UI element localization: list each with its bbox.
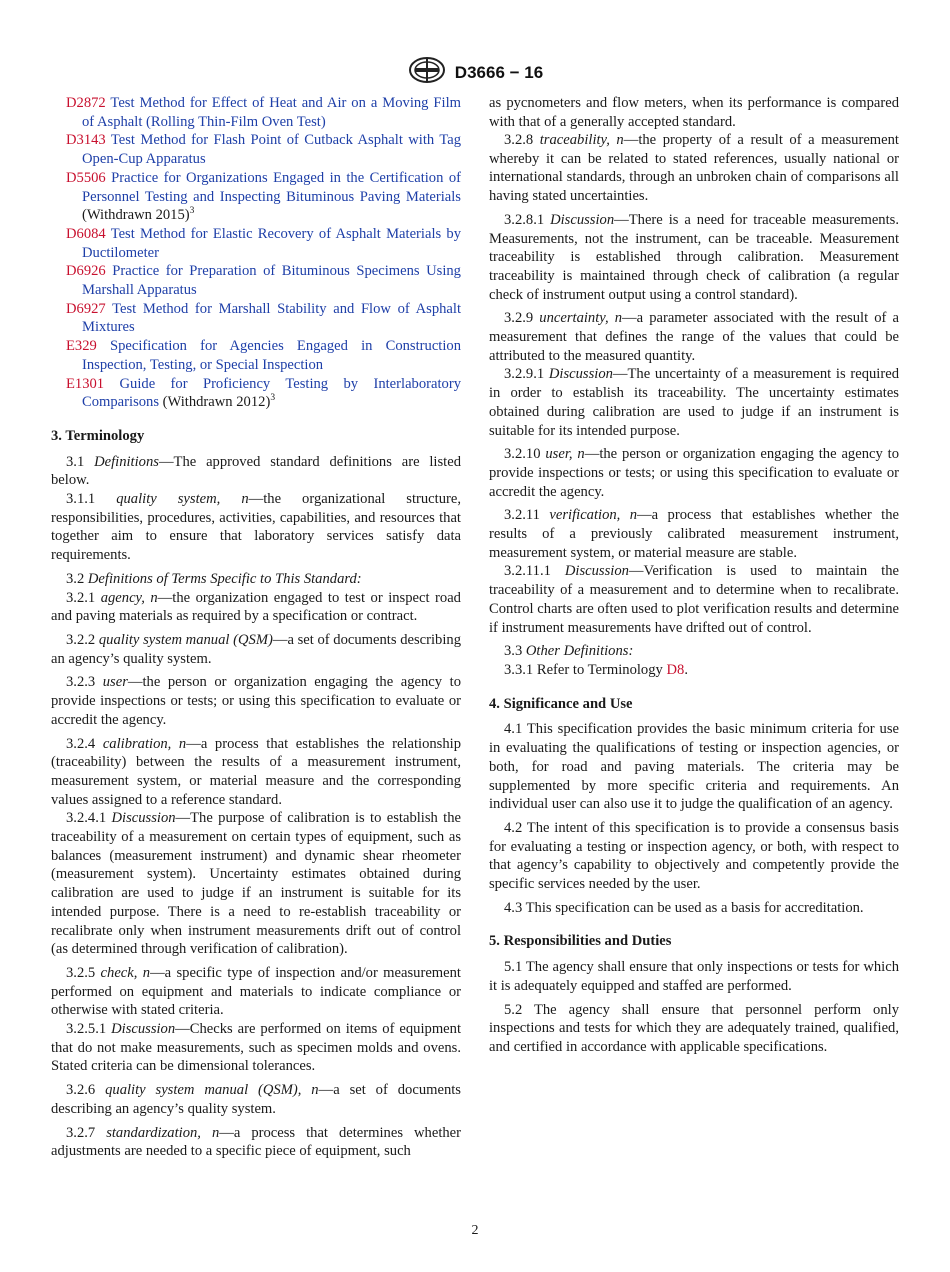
- paragraph-5-2: 5.2 The agency shall ensure that personnel perform only inspections and tests for which they are adequately trained, qualified, and certified in accordance with applicable specifications.: [489, 1001, 899, 1055]
- reference-item: [51, 225, 461, 262]
- paragraph-3-2-5: 3.2.5 check, n—a specific type of inspection and/or measurement performed on equipment and materials to indicate compliance or otherwise with stated criteria.: [51, 964, 461, 1019]
- reference-title-link[interactable]: Test Method for Marshall Stability and Flow of Asphalt Mixtures: [82, 300, 461, 336]
- reference-code-link[interactable]: D6926: [66, 263, 106, 280]
- reference-code-link[interactable]: E329: [66, 338, 97, 355]
- astm-logo-icon: [407, 56, 447, 89]
- paragraph-3-2-7-continued: as pycnometers and flow meters, when its performance is compared with that of a generally accepted standard.: [489, 95, 899, 130]
- paragraph-3-2-11-1: 3.2.11.1 Discussion—Verification is used to maintain the traceability of a measurement and to determine when to recalibrate. Control charts are often used to plot verification results and determine if instrument measurements have drifted out of control.: [489, 563, 899, 636]
- reference-title-link[interactable]: Test Method for Elastic Recovery of Asphalt Materials by Ductilometer: [82, 225, 461, 261]
- paragraph-3-2-3: 3.2.3 user—the person or organization engaging the agency to provide inspections or tests; or using this specification to evaluate or accredit the agency.: [51, 674, 461, 728]
- reference-code-link[interactable]: D2872: [66, 95, 106, 111]
- reference-code-link[interactable]: E1301: [66, 375, 105, 392]
- reference-code-link[interactable]: D3143: [66, 132, 106, 149]
- right-column-content: [489, 131, 899, 1062]
- reference-title-link[interactable]: Specification for Agencies Engaged in Construction Inspection, Testing, or Special Inspection: [82, 338, 461, 373]
- reference-code-link[interactable]: D5506: [66, 169, 106, 186]
- paragraph-3-2-8-1: 3.2.8.1 Discussion—There is a need for traceable measurements. Measurements, not the instrument, can be traceable. Measurement traceability is established through calibration. Measurement traceability is maintained through check of calibration (a regular check of instrument output using a control standard).: [489, 211, 899, 303]
- paragraph-5-1: 5.1 The agency shall ensure that only inspections or tests for which it is adequately equipped and staffed are performed.: [489, 959, 899, 994]
- paragraph-3-2-1: 3.2.1 agency, n—the organization engaged to test or inspect road and paving materials as required by a specification or contract.: [51, 589, 461, 625]
- paragraph-3-2-6: 3.2.6 quality system manual (QSM), n—a set of documents describing an agency’s quality system.: [51, 1082, 461, 1117]
- paragraph-3-1: 3.1 Definitions—The approved standard definitions are listed below.: [51, 453, 461, 489]
- reference-item: [51, 169, 461, 225]
- document-id: D3666 − 16: [454, 62, 544, 82]
- reference-title-link[interactable]: Practice for Preparation of Bituminous Specimens Using Marshall Apparatus: [82, 263, 461, 299]
- reference-withdrawn-note: (Withdrawn 2012): [159, 394, 271, 411]
- paragraph-3-2-8: 3.2.8 traceability, n—the property of a result of a measurement whereby it can be related to stated references, usually national or international standards, through an unbroken chain of comparisons all having stated uncertainties.: [489, 132, 899, 205]
- reference-item: [51, 131, 461, 168]
- paragraph-3-2-9-1: 3.2.9.1 Discussion—The uncertainty of a measurement is required in order to establish its traceability. The uncertainty estimates obtained during calibration are used to judge if an instrument is suitable for its intended purpose.: [489, 366, 899, 439]
- reference-title-link[interactable]: Guide for Proficiency Testing by Interlaboratory Comparisons: [82, 375, 461, 411]
- paragraph-3-2-4: 3.2.4 calibration, n—a process that establishes the relationship (traceability) between the results of a measurement instrument, measurement system, or material measure and the corresponding values assigned to a reference standard.: [51, 735, 461, 808]
- reference-item: [51, 375, 461, 412]
- reference-code-link[interactable]: D6927: [66, 300, 106, 317]
- paragraph-3-2-7: 3.2.7 standardization, n—a process that determines whether adjustments are needed to a specific piece of equipment, such: [51, 1124, 462, 1160]
- reference-item: [51, 300, 461, 337]
- page-header: [0, 56, 950, 82]
- paragraph-3-2-10: 3.2.10 user, n—the person or organization engaging the agency to provide inspections or tests; or using this specification to evaluate or accredit the agency.: [489, 446, 900, 500]
- paragraph-4-3: 4.3 This specification can be used as a basis for accreditation.: [504, 899, 864, 916]
- reference-list: [51, 94, 461, 412]
- paragraph-3-1-1: 3.1.1 quality system, n—the organizational structure, responsibilities, procedures, activities, capabilities, and resources that together aim to ensure that laboratory services satisfy data requirements.: [51, 491, 461, 564]
- terminology-d8-link[interactable]: D8: [666, 661, 685, 678]
- reference-code-link[interactable]: D6084: [66, 225, 106, 242]
- left-column: [51, 94, 461, 1161]
- paragraph-3-2-11: 3.2.11 verification, n—a process that establishes whether the results of a previously calibrated measurement instrument, measurement system, or material measure are stable.: [489, 507, 899, 561]
- paragraph-3-2-2: 3.2.2 quality system manual (QSM)—a set of documents describing an agency’s quality system.: [51, 631, 461, 667]
- footnote-marker: 3: [270, 393, 276, 404]
- paragraph-4-2: 4.2 The intent of this specification is to provide a consensus basis for evaluating a testing or inspection agency, or both, with respect to that agency’s capability to objectively and competently provide the specific services needed by the user.: [489, 819, 899, 893]
- paragraph-3-2-5-1: 3.2.5.1 Discussion—Checks are performed on items of equipment that do not make measurements, such as specimen molds and ovens. Stated criteria can be dimensional tolerances.: [51, 1021, 461, 1075]
- reference-item: [51, 94, 461, 131]
- reference-withdrawn-note: (Withdrawn 2015): [82, 207, 190, 224]
- reference-title-link[interactable]: Test Method for Effect of Heat and Air on a Moving Film of Asphalt (Rolling Thin-Film Oven Test): [82, 95, 461, 130]
- reference-item: [51, 337, 461, 374]
- section-heading-significance: 4. Significance and Use: [489, 695, 633, 712]
- footnote-marker: 3: [189, 206, 195, 217]
- paragraph-3-3: 3.3 Other Definitions:: [504, 643, 634, 660]
- paragraph-3-3-1: 3.3.1 Refer to Terminology D8.: [504, 661, 688, 678]
- page-number: 2: [471, 1223, 479, 1238]
- reference-title-link[interactable]: Practice for Organizations Engaged in the Certification of Personnel Testing and Inspecting Bituminous Paving Materials: [82, 169, 461, 205]
- section-heading-terminology: 3. Terminology: [51, 427, 145, 444]
- reference-item: [51, 262, 461, 299]
- paragraph-3-2: 3.2 Definitions of Terms Specific to This Standard:: [66, 570, 362, 587]
- reference-title-link[interactable]: Test Method for Flash Point of Cutback Asphalt with Tag Open-Cup Apparatus: [82, 132, 461, 168]
- paragraph-3-2-4-1: 3.2.4.1 Discussion—The purpose of calibration is to establish the traceability of a measurement on certain types of equipment, such as balances (measurement instrument) and dynamic shear rheometer (measurement system). Uncertainty estimates obtained during calibration are used to judge if an instrument is suitable for its intended purpose. There is a need to re-establish traceability or recalibrate only when instrument measurements drift out of control (as determined through verification of calibration).: [51, 810, 461, 958]
- paragraph-3-2-9: 3.2.9 uncertainty, n—a parameter associated with the result of a measurement that defines the range of the values that could be attributed to the measured quantity.: [489, 310, 899, 364]
- paragraph-4-1: 4.1 This specification provides the basic minimum criteria for use in evaluating the qualifications of testing or inspection agencies, or both, for road and paving materials. The criteria may be supplemented by more specific criteria and requirements. An individual user can also use it to judge the qualification of an agency.: [489, 721, 899, 813]
- section-heading-responsibilities: 5. Responsibilities and Duties: [489, 933, 672, 950]
